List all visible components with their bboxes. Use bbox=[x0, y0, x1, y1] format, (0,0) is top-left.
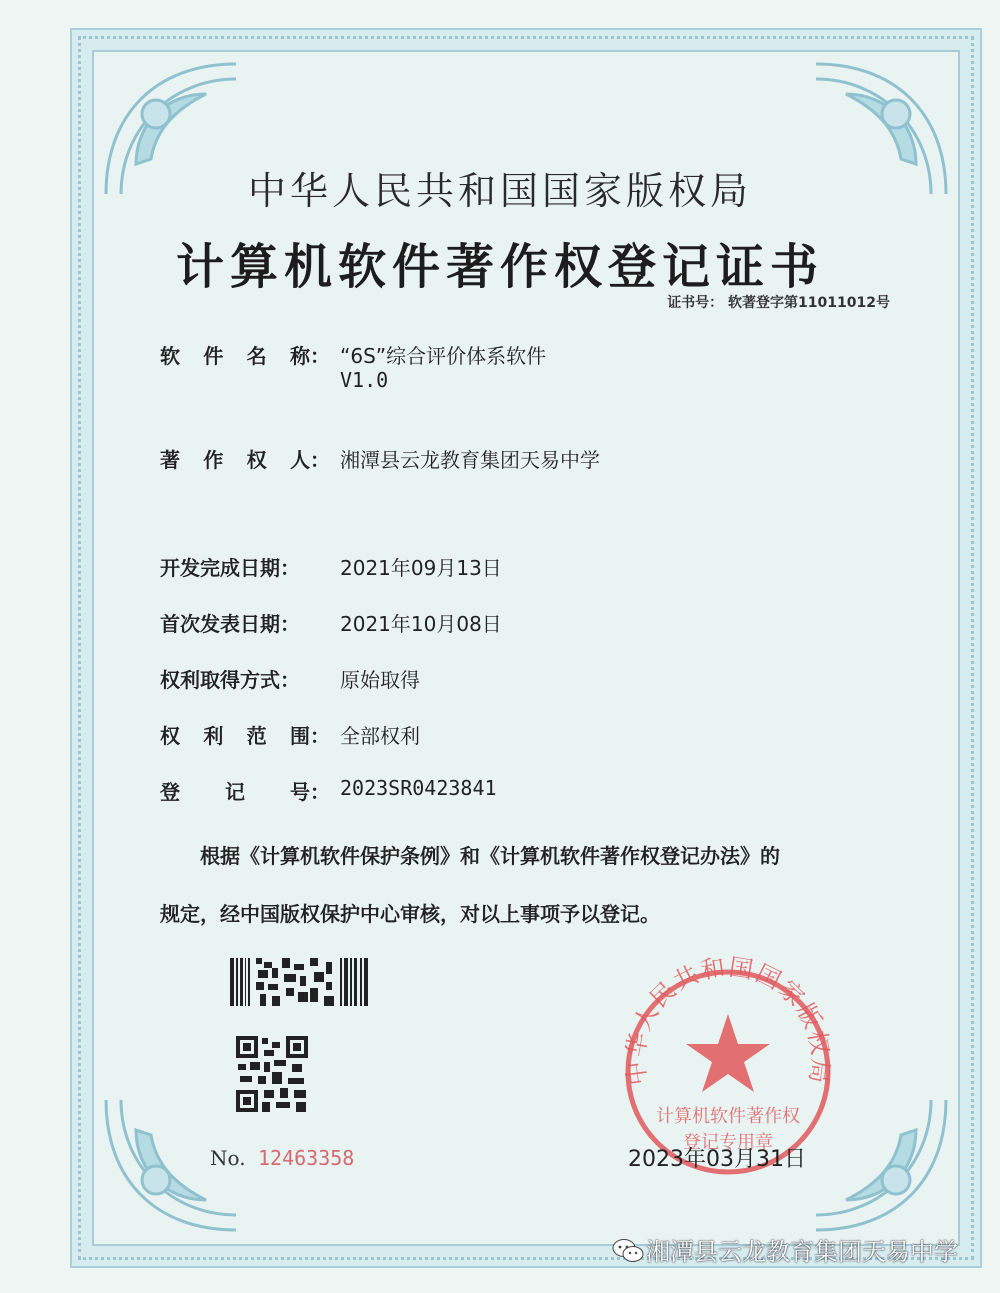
label-char: 人： bbox=[289, 448, 330, 472]
label-char: 件 bbox=[203, 344, 224, 368]
label-char: 记 bbox=[225, 780, 245, 804]
software-version-value: V1.0 bbox=[340, 368, 389, 392]
label-char: 号： bbox=[290, 780, 330, 804]
seal-inner-line-2: 登记专用章 bbox=[683, 1132, 773, 1153]
acquisition-method-label: 权利取得方式： bbox=[160, 668, 300, 692]
label-char: 围： bbox=[289, 724, 330, 748]
issuing-agency: 中华人民共和国国家版权局 bbox=[247, 169, 752, 213]
label-char: 作 bbox=[203, 448, 224, 472]
barcode-icon bbox=[230, 958, 370, 1006]
acquisition-method-value: 原始取得 bbox=[340, 668, 420, 692]
serial-number-label: No. bbox=[210, 1146, 246, 1170]
wechat-watermark: 湘潭县云龙教育集团天易中学 bbox=[646, 1238, 958, 1266]
registration-number-value: 2023SR0423841 bbox=[340, 776, 497, 800]
corner-ornament-icon bbox=[806, 54, 956, 204]
label-char: 权 bbox=[246, 448, 267, 472]
label-char: 软 bbox=[160, 344, 180, 368]
rights-scope-label bbox=[160, 720, 330, 749]
software-name-label bbox=[160, 340, 330, 369]
completion-date-value: 2021年09月13日 bbox=[340, 556, 502, 580]
wechat-icon bbox=[612, 1238, 644, 1264]
copyright-owner-label bbox=[160, 444, 330, 473]
seal-inner-line-1: 计算机软件著作权 bbox=[656, 1106, 800, 1127]
statement-line-2: 规定，经中国版权保护中心审核，对以上事项予以登记。 bbox=[160, 902, 660, 926]
completion-date-label: 开发完成日期： bbox=[160, 556, 300, 580]
certificate-number: 证书号： 软著登字第11011012号 bbox=[667, 295, 890, 311]
label-char: 著 bbox=[160, 448, 180, 472]
publication-date-label: 首次发表日期： bbox=[160, 612, 300, 636]
serial-number-value: 12463358 bbox=[258, 1146, 355, 1170]
statement-line-1: 根据《计算机软件保护条例》和《计算机软件著作权登记办法》的 bbox=[200, 844, 780, 868]
software-name-value: “6S”综合评价体系软件 bbox=[340, 344, 547, 368]
issue-date: 2023年03月31日 bbox=[628, 1147, 806, 1172]
rights-scope-value: 全部权利 bbox=[340, 724, 420, 748]
label-char: 登 bbox=[160, 780, 180, 804]
label-char: 名 bbox=[246, 344, 267, 368]
qr-code-icon bbox=[236, 1036, 308, 1112]
registration-number-label bbox=[160, 776, 330, 805]
label-char: 范 bbox=[246, 724, 267, 748]
certificate-title: 计算机软件著作权登记证书 bbox=[175, 239, 824, 295]
seal-outer-text: 中华人民共和国国家版权局 bbox=[621, 953, 835, 1087]
publication-date-value: 2021年10月08日 bbox=[340, 612, 502, 636]
label-char: 权 bbox=[160, 724, 180, 748]
label-char: 称： bbox=[289, 344, 330, 368]
label-char: 利 bbox=[203, 724, 224, 748]
copyright-owner-value: 湘潭县云龙教育集团天易中学 bbox=[340, 448, 600, 472]
